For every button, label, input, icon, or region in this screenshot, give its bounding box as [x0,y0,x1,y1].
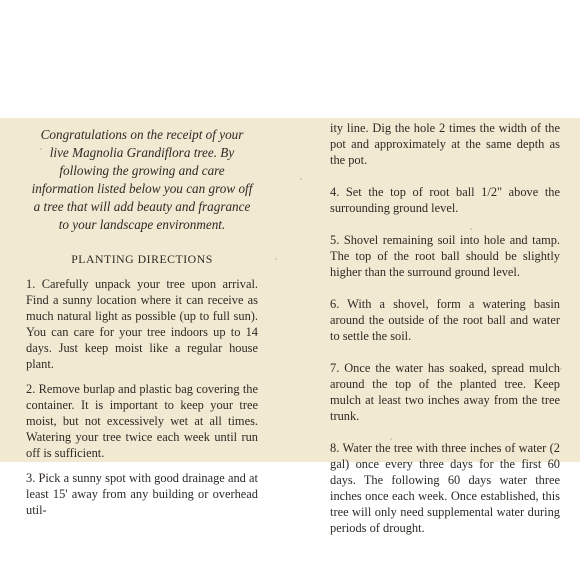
step-1: 1. Carefully unpack your tree upon arrival. Find a sunny location where it can receive as much natural light as possible (up to full sun). You can care for your tree indoors up to 14 days. Just keep moist like a regular house plant. [26,277,258,371]
step-7: 7. Once the water has soaked, spread mulch around the top of the planted tree. Keep mulch at least two inches away from the tree trunk. [330,361,560,423]
step-3: 3. Pick a sunny spot with good drainage and at least 15' away from any building or overhead util- [26,471,258,517]
section-heading: PLANTING DIRECTIONS [71,252,213,266]
step-8: 8. Water the tree with three inches of water (2 gal) once every three days for the first 60 days. The following 60 days water three inches once each week. Once established, this tree will only need supplemental water during periods of drought. [330,441,560,535]
right-column [330,118,560,536]
step-6: 6. With a shovel, form a watering basin around the outside of the root ball and water to settle the soil. [330,297,560,343]
intro-text: Congratulations on the receipt of your live Magnolia Grandiflora tree. By following the growing and care information listed below you can grow off a tree that will add beauty and fragrance to your landscape environment. [31,127,253,232]
step-5: 5. Shovel remaining soil into hole and tamp. The top of the root ball should be slightly higher than the surround ground level. [330,233,560,279]
paper-speck [275,258,277,260]
paper-speck [560,368,562,370]
step-3-continued: ity line. Dig the hole 2 times the width of the pot and approximately at the same depth as the pot. [330,121,560,167]
care-card [0,118,580,535]
step-4: 4. Set the top of root ball 1/2" above the surrounding ground level. [330,185,560,215]
left-column [26,118,258,518]
step-2: 2. Remove burlap and plastic bag covering the container. It is important to keep your tree moist, but not excessively wet at all times. Watering your tree twice each week until run off is sufficient. [26,382,258,460]
paper-speck [300,178,302,180]
